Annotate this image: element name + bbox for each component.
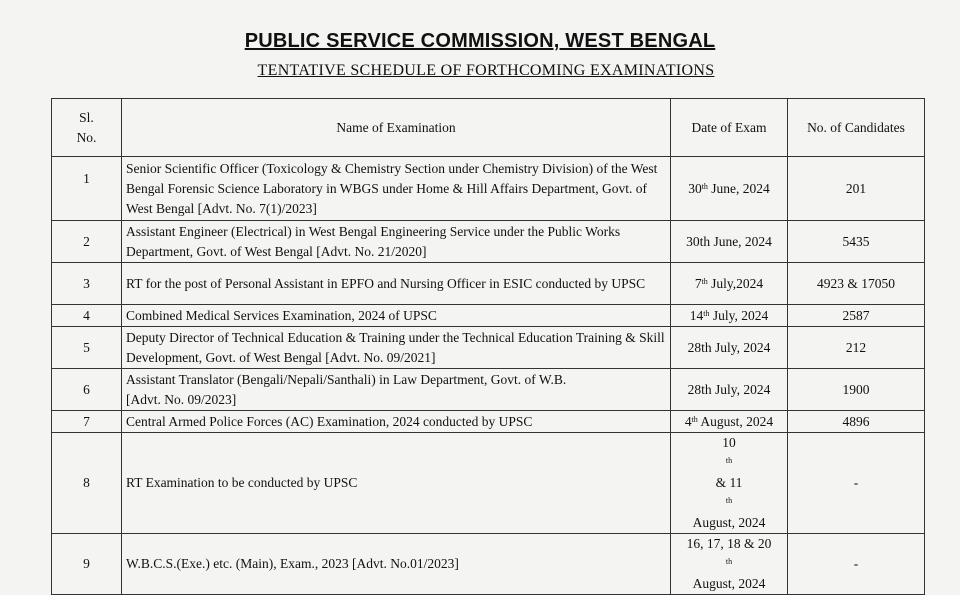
date-text-rest: July,2024 [707,275,764,291]
cell-candidates: - [788,433,925,534]
page-title: PUBLIC SERVICE COMMISSION, WEST BENGAL [244,30,716,52]
date-text-rest: & 11 [715,475,743,490]
table-row [52,263,925,305]
date-superscript: th [725,496,733,505]
cell-candidates: 4896 [788,411,925,433]
cell-candidates: - [788,534,925,595]
table-row [52,305,925,327]
cell-exam-name: Senior Scientific Officer (Toxicology & Chemistry Section under Chemistry Division) of the West Bengal Forensic Science Laboratory in WBGS under Home & Hill Affairs Department, Govt. of West Bengal [Advt. No. 7(1)/2023] [122,157,671,221]
date-text: 14 [689,307,704,323]
cell-date: 30th June, 2024 [671,221,788,263]
table-row [52,157,925,221]
date-line1 [675,534,783,574]
date-text: 7 [694,275,702,291]
date-text-rest: June, 2024 [707,180,770,196]
cell-sl: 4 [52,305,122,327]
cell-date: 28th July, 2024 [671,327,788,369]
date-text-rest: August, 2024 [697,413,774,429]
page-subtitle: TENTATIVE SCHEDULE OF FORTHCOMING EXAMINATIONS [257,62,715,79]
date-line1 [675,433,783,513]
cell-candidates: 212 [788,327,925,369]
date-superscript: th [725,557,733,566]
cell-candidates: 5435 [788,221,925,263]
cell-exam-name: Central Armed Police Forces (AC) Examination, 2024 conducted by UPSC [122,411,671,433]
date-superscript: th [725,456,733,465]
date-superscript: th [703,308,710,318]
cell-sl: 9 [52,534,122,595]
col-header-name: Name of Examination [122,99,671,157]
date-text: 4 [684,413,692,429]
date-superscript: th [691,414,698,424]
table-row [52,433,925,534]
cell-date [671,305,788,327]
date-line2: August, 2024 [692,515,766,530]
date-text: 10 [722,435,736,450]
exam-name-line2: [Advt. No. 09/2023] [126,391,237,407]
cell-sl: 7 [52,411,122,433]
cell-sl: 5 [52,327,122,369]
cell-exam-name: Combined Medical Services Examination, 2024 of UPSC [122,305,671,327]
col-header-candidates: No. of Candidates [788,99,925,157]
cell-sl: 3 [52,263,122,305]
table-row [52,369,925,411]
cell-candidates: 2587 [788,305,925,327]
cell-exam-name: RT for the post of Personal Assistant in EPFO and Nursing Officer in ESIC conducted by UPSC [122,263,671,305]
cell-date [671,157,788,221]
table-header-row [52,99,925,157]
date-superscript: th [701,276,708,286]
table-row [52,534,925,595]
cell-date [671,263,788,305]
cell-exam-name: RT Examination to be conducted by UPSC [122,433,671,534]
col-header-date: Date of Exam [671,99,788,157]
date-line2: August, 2024 [692,576,766,591]
cell-exam-name [122,369,671,411]
cell-date [671,534,788,595]
cell-sl: 1 [52,157,122,221]
cell-candidates: 201 [788,157,925,221]
col-header-sl [52,99,122,157]
cell-candidates: 4923 & 17050 [788,263,925,305]
cell-date [671,433,788,534]
col-header-sl-line1: Sl. [79,109,94,125]
cell-date [671,411,788,433]
table-row [52,327,925,369]
cell-sl: 6 [52,369,122,411]
date-superscript: th [701,181,708,191]
col-header-sl-line2: No. [76,129,97,145]
exam-name-line1: Assistant Translator (Bengali/Nepali/Santhali) in Law Department, Govt. of W.B. [126,371,567,387]
cell-sl: 8 [52,433,122,534]
cell-sl: 2 [52,221,122,263]
cell-date: 28th July, 2024 [671,369,788,411]
cell-exam-name: W.B.C.S.(Exe.) etc. (Main), Exam., 2023 [Advt. No.01/2023] [122,534,671,595]
date-text: 16, 17, 18 & 20 [686,536,772,551]
exam-schedule-table [51,98,925,595]
cell-exam-name: Assistant Engineer (Electrical) in West Bengal Engineering Service under the Public Works Department, Govt. of West Bengal [Advt. No. 21/2020] [122,221,671,263]
cell-candidates: 1900 [788,369,925,411]
table-row [52,221,925,263]
date-text: 30 [688,180,702,196]
table-row [52,411,925,433]
cell-exam-name: Deputy Director of Technical Education & Training under the Technical Education Training & Skill Development, Govt. of West Bengal [Advt. No. 09/2021] [122,327,671,369]
date-text-rest: July, 2024 [709,307,769,323]
